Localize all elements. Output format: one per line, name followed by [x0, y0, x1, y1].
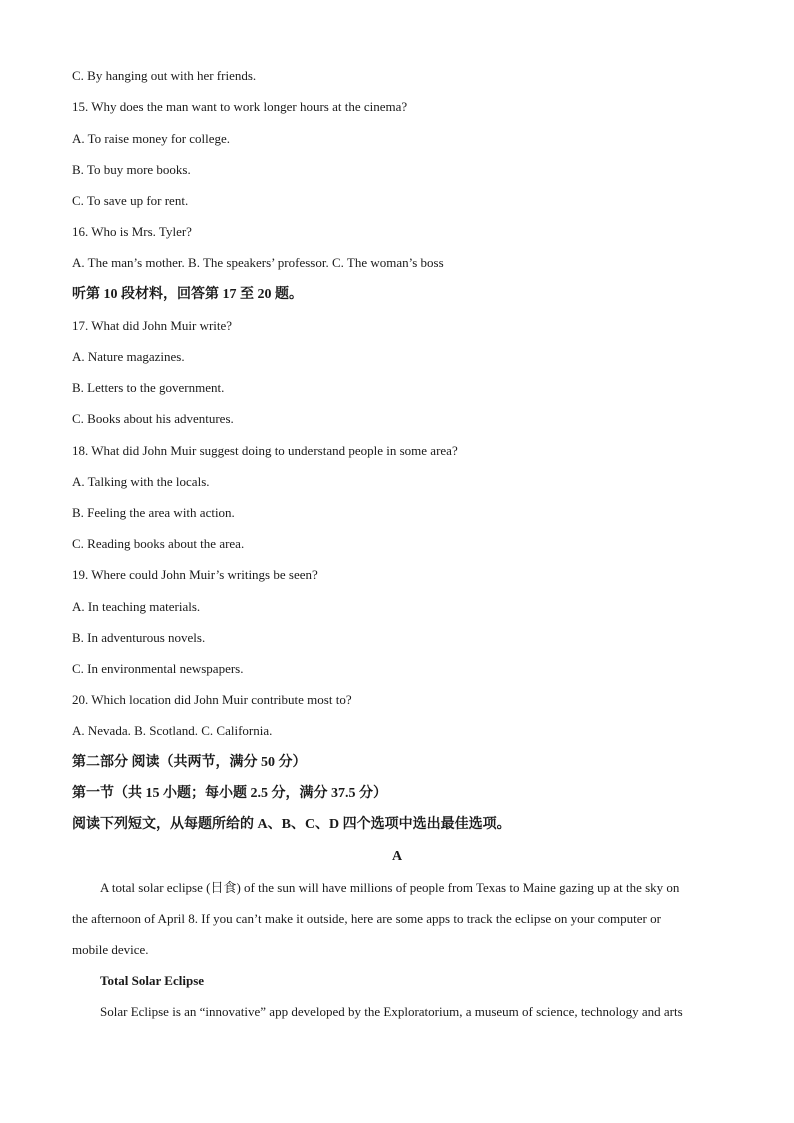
question-16: 16. Who is Mrs. Tyler? [72, 224, 192, 239]
option-a-q15: A. To raise money for college. [72, 131, 231, 146]
paragraph-1-line-3: mobile device. [72, 942, 149, 957]
reading-instruction: 阅读下列短文，从每题所给的 A、B、C、D 四个选项中选出最佳选项。 [72, 817, 511, 832]
option-b-q17: B. Letters to the government. [72, 380, 225, 395]
options-q20: A. Nevada. B. Scotland. C. California. [72, 723, 273, 738]
option-c-q18: C. Reading books about the area. [72, 536, 245, 551]
passage-label: A [391, 849, 403, 864]
option-a-q18: A. Talking with the locals. [72, 474, 210, 489]
question-19: 19. Where could John Muir’s writings be seen? [72, 567, 318, 582]
question-15: 15. Why does the man want to work longer hours at the cinema? [72, 99, 408, 114]
part-2-heading: 第二部分 阅读（共两节，满分 50 分） [72, 755, 307, 770]
option-a-q17: A. Nature magazines. [72, 349, 185, 364]
paragraph-1-line-2: the afternoon of April 8. If you can’t make it outside, here are some apps to track the eclipse on your computer or [72, 911, 661, 926]
option-c-q19: C. In environmental newspapers. [72, 661, 244, 676]
app-subheading: Total Solar Eclipse [100, 973, 205, 988]
section-1-heading: 第一节（共 15 小题；每小题 2.5 分，满分 37.5 分） [72, 786, 387, 801]
option-c-q15: C. To save up for rent. [72, 193, 189, 208]
paragraph-1-line-1: A total solar eclipse (日食) of the sun will have millions of people from Texas to Maine gazing up at the sky on [100, 880, 680, 895]
option-a-q19: A. In teaching materials. [72, 599, 201, 614]
option-c-q14: C. By hanging out with her friends. [72, 68, 257, 83]
question-20: 20. Which location did John Muir contribute most to? [72, 692, 352, 707]
section-10-heading: 听第 10 段材料，回答第 17 至 20 题。 [72, 287, 303, 302]
question-18: 18. What did John Muir suggest doing to understand people in some area? [72, 443, 458, 458]
option-b-q18: B. Feeling the area with action. [72, 505, 235, 520]
paragraph-2-line-1: Solar Eclipse is an “innovative” app developed by the Exploratorium, a museum of science, technology and arts [100, 1004, 683, 1019]
option-b-q19: B. In adventurous novels. [72, 630, 206, 645]
question-17: 17. What did John Muir write? [72, 318, 233, 333]
option-b-q15: B. To buy more books. [72, 162, 191, 177]
option-c-q17: C. Books about his adventures. [72, 411, 234, 426]
options-q16: A. The man’s mother. B. The speakers’ professor. C. The woman’s boss [72, 255, 444, 270]
